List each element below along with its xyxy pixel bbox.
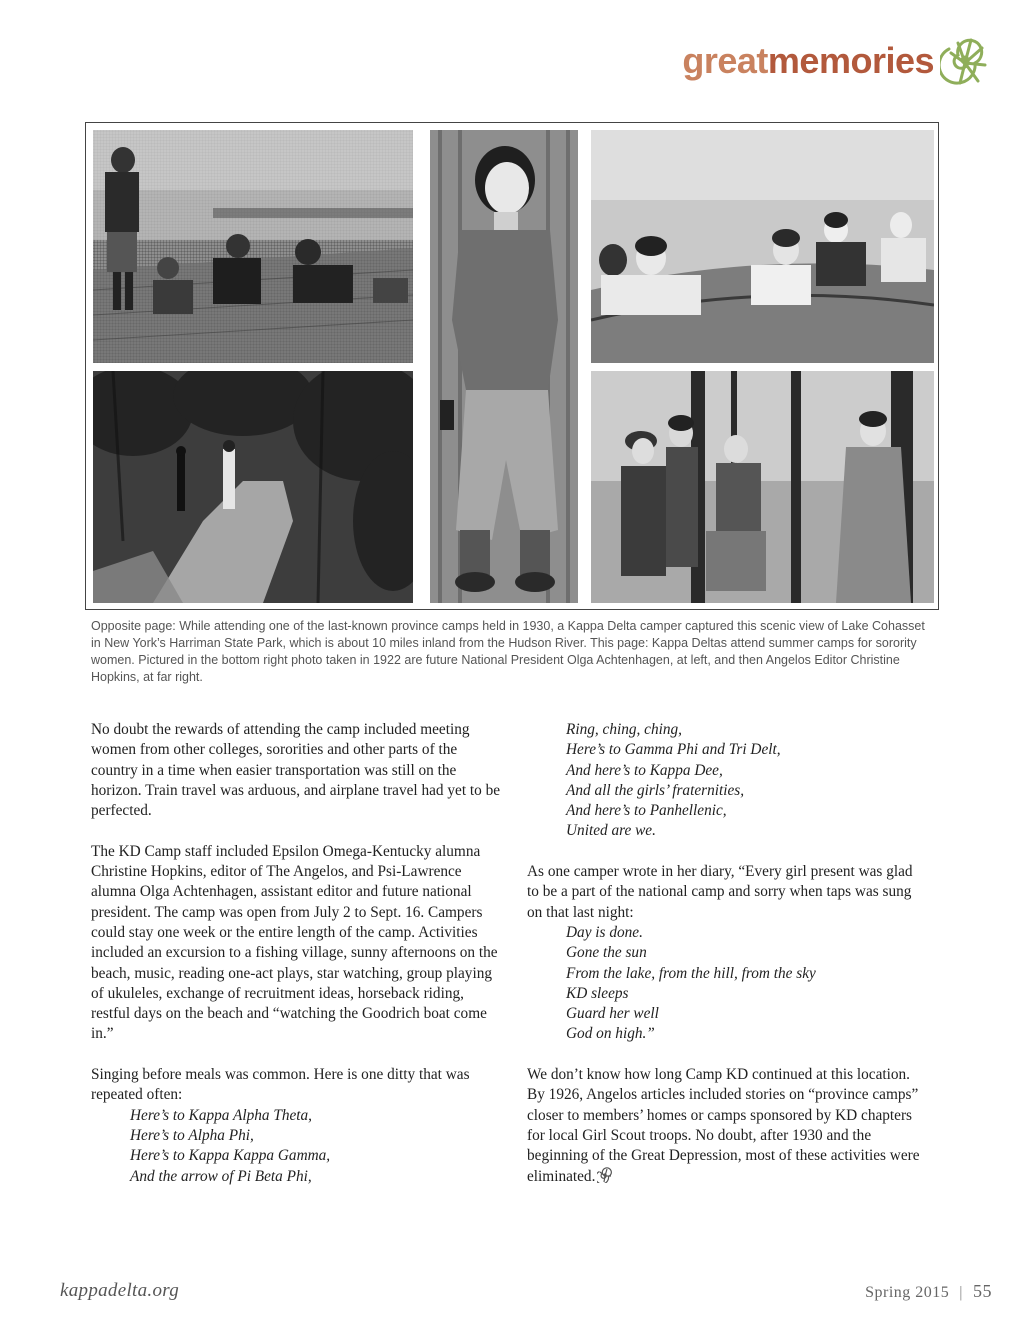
- paragraph-text: We don’t know how long Camp KD continued at this location. By 1926, Angelos articles included stories on “province camps” closer to members’ homes or camps sponsored by KD chapters for local Girl Scout troops. No doubt, after 1930 and the beginning of the Great Depression, most of these activities were eliminated.: [527, 1066, 920, 1185]
- verse-line: Here’s to Alpha Phi,: [130, 1126, 254, 1144]
- photo-collage: [85, 122, 939, 610]
- footer-website: kappadelta.org: [60, 1280, 180, 1301]
- verse-line: Guard her well: [566, 1005, 659, 1023]
- footer-issue-info: [865, 1281, 992, 1302]
- verse-line: And here’s to Panhellenic,: [566, 802, 727, 820]
- paragraph-closing: [527, 1065, 927, 1187]
- section-title-great: great: [682, 40, 768, 81]
- end-mark-nautilus-icon: [597, 1167, 613, 1183]
- photo-lakeshore-campers: [93, 130, 413, 363]
- taps-verse: [527, 923, 927, 1045]
- verse-line: Gone the sun: [566, 944, 647, 962]
- verse-line: And here’s to Kappa Dee,: [566, 761, 723, 779]
- paragraph: Singing before meals was common. Here is one ditty that was repeated often:: [91, 1066, 470, 1104]
- verse-line: Here’s to Kappa Alpha Theta,: [130, 1106, 313, 1124]
- photo-women-in-boat: [591, 130, 934, 363]
- verse-line: Here’s to Kappa Kappa Gamma,: [130, 1147, 331, 1165]
- section-title: [682, 40, 934, 82]
- photo-camper-portrait: [430, 130, 578, 603]
- verse-line: And all the girls’ fraternities,: [566, 781, 745, 799]
- paragraph: As one camper wrote in her diary, “Every girl present was glad to be a part of the national camp and sorry when taps was sung on that last night:: [527, 863, 913, 921]
- page-header: [682, 26, 990, 96]
- verse-line: United are we.: [566, 822, 656, 840]
- verse-line: God on high.”: [566, 1025, 655, 1043]
- issue-date: Spring 2015: [865, 1284, 950, 1301]
- article-column-left: [91, 720, 501, 1187]
- section-title-memories: memories: [767, 40, 934, 81]
- verse-line: Ring, ching, ching,: [566, 721, 682, 738]
- verse-line: KD sleeps: [566, 984, 629, 1002]
- verse-line: From the lake, from the hill, from the sky: [566, 964, 816, 982]
- nautilus-shell-icon: [940, 31, 990, 91]
- footer-separator: |: [959, 1284, 963, 1301]
- article-column-right: [527, 720, 927, 1187]
- song-verse: [527, 720, 927, 842]
- photo-group-in-woods: [591, 371, 934, 603]
- paragraph: No doubt the rewards of attending the camp included meeting women from other colleges, sororities and other parts of the country in a time when easier transportation was still on the horizon. Train travel was arduous, and airplane travel had yet to be perfected.: [91, 721, 501, 820]
- paragraph: The KD Camp staff included Epsilon Omega-Kentucky alumna Christine Hopkins, editor of The Angelos, and Psi-Lawrence alumna Olga Achtenhagen, assistant editor and future national president. The camp was open from July 2 to Sept. 16. Campers could stay one week or the entire length of the camp. Activities included an excursion to a fishing village, sunny afternoons on the beach, music, reading one-act plays, star watching, group playing of ukuleles, exchange of recruitment ideas, horseback riding, restful days on the beach and “watching the Goodrich boat come in.”: [91, 842, 498, 1043]
- verse-line: Here’s to Gamma Phi and Tri Delt,: [566, 741, 781, 759]
- photo-caption: Opposite page: While attending one of the last-known province camps held in 1930, a Kappa Delta camper captured this scenic view of Lake Cohasset in New York’s Harriman State Park, which is about 10 miles inland from the Hudson River. This page: Kappa Deltas attend summer camps for sorority women. Pictured in the bottom right photo taken in 1922 are future National President Olga Achtenhagen, at left, and then Angelos Editor Christine Hopkins, at far right.: [91, 619, 925, 684]
- verse-line: And the arrow of Pi Beta Phi,: [130, 1167, 312, 1185]
- photo-forest-trail: [93, 371, 413, 603]
- song-verse: [91, 1106, 501, 1187]
- page-number: 55: [973, 1281, 992, 1301]
- verse-line: Day is done.: [566, 923, 643, 941]
